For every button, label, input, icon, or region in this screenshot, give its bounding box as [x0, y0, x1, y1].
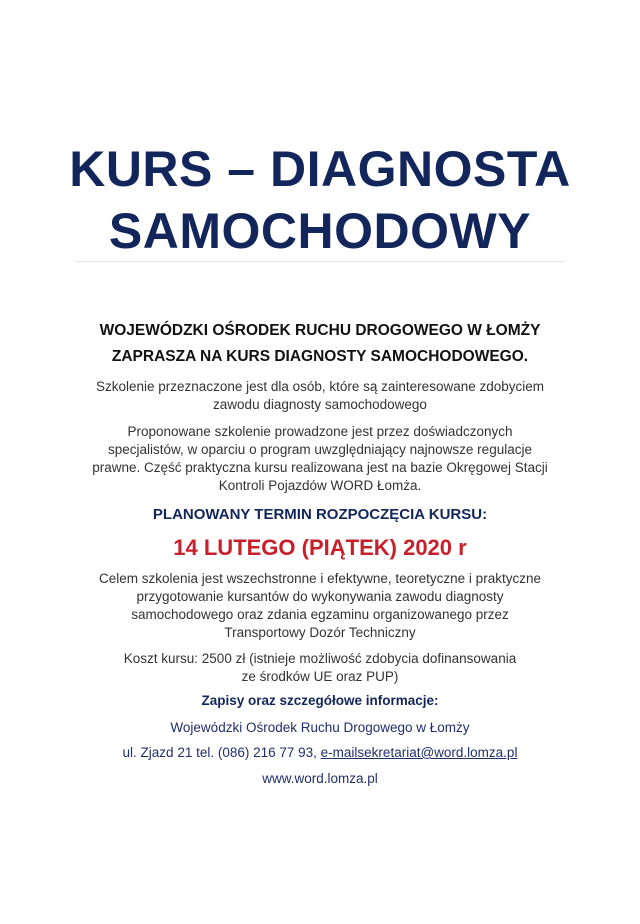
email-link[interactable]: e-mailsekretariat@word.lomza.pl	[320, 745, 518, 760]
invitation-line-2: ZAPRASZA NA KURS DIAGNOSTY SAMOCHODOWEGO.	[111, 348, 529, 365]
goal-line-2: przygotowanie kursantów do wykonywania zawodu diagnosty	[136, 589, 504, 604]
website-link[interactable]: www.word.lomza.pl	[262, 771, 378, 786]
goal-paragraph	[60, 570, 580, 642]
goal-line-1: Celem szkolenia jest wszechstronne i efektywne, teoretyczne i praktyczne	[99, 571, 541, 586]
intro-paragraph	[60, 378, 580, 414]
description-line-4: Kontroli Pojazdów WORD Łomża.	[218, 478, 422, 493]
title-line-2: SAMOCHODOWY	[108, 203, 532, 259]
description-line-2: specjalistów, w oparciu o program uwzględniający najnowsze regulacje	[108, 442, 532, 457]
invitation-heading	[40, 318, 600, 370]
cost-paragraph	[60, 650, 580, 686]
title-line-1: KURS – DIAGNOSTA	[69, 141, 571, 197]
cost-line-2: ze środków UE oraz PUP)	[241, 669, 399, 684]
cost-line-1: Koszt kursu: 2500 zł (istnieje możliwość zdobycia dofinansowania	[123, 651, 517, 666]
description-line-3: prawne. Część praktyczna kursu realizowana jest na bazie Okręgowej Stacji	[92, 460, 548, 475]
address-line	[20, 744, 620, 762]
intro-line-2: zawodu diagnosty samochodowego	[213, 397, 427, 412]
signup-heading: Zapisy oraz szczegółowe informacje:	[201, 693, 439, 708]
start-date: 14 LUTEGO (PIĄTEK) 2020 r	[173, 535, 467, 560]
page-title	[0, 138, 640, 262]
invitation-line-1: WOJEWÓDZKI OŚRODEK RUCHU DROGOWEGO W ŁOMŻY	[99, 322, 541, 339]
training-description-paragraph	[60, 423, 580, 495]
intro-line-1: Szkolenie przeznaczone jest dla osób, które są zainteresowane zdobyciem	[96, 379, 544, 394]
organization-name: Wojewódzki Ośrodek Ruchu Drogowego w Łomży	[170, 720, 470, 735]
start-date-heading: PLANOWANY TERMIN ROZPOCZĘCIA KURSU:	[152, 506, 488, 523]
description-line-1: Proponowane szkolenie prowadzone jest przez doświadczonych	[127, 424, 513, 439]
goal-line-3: samochodowego oraz zdania egzaminu organizowanego przez	[131, 607, 509, 622]
goal-line-4: Transportowy Dozór Techniczny	[224, 625, 416, 640]
address-phone-text: ul. Zjazd 21 tel. (086) 216 77 93,	[122, 745, 321, 760]
title-divider	[75, 261, 565, 262]
